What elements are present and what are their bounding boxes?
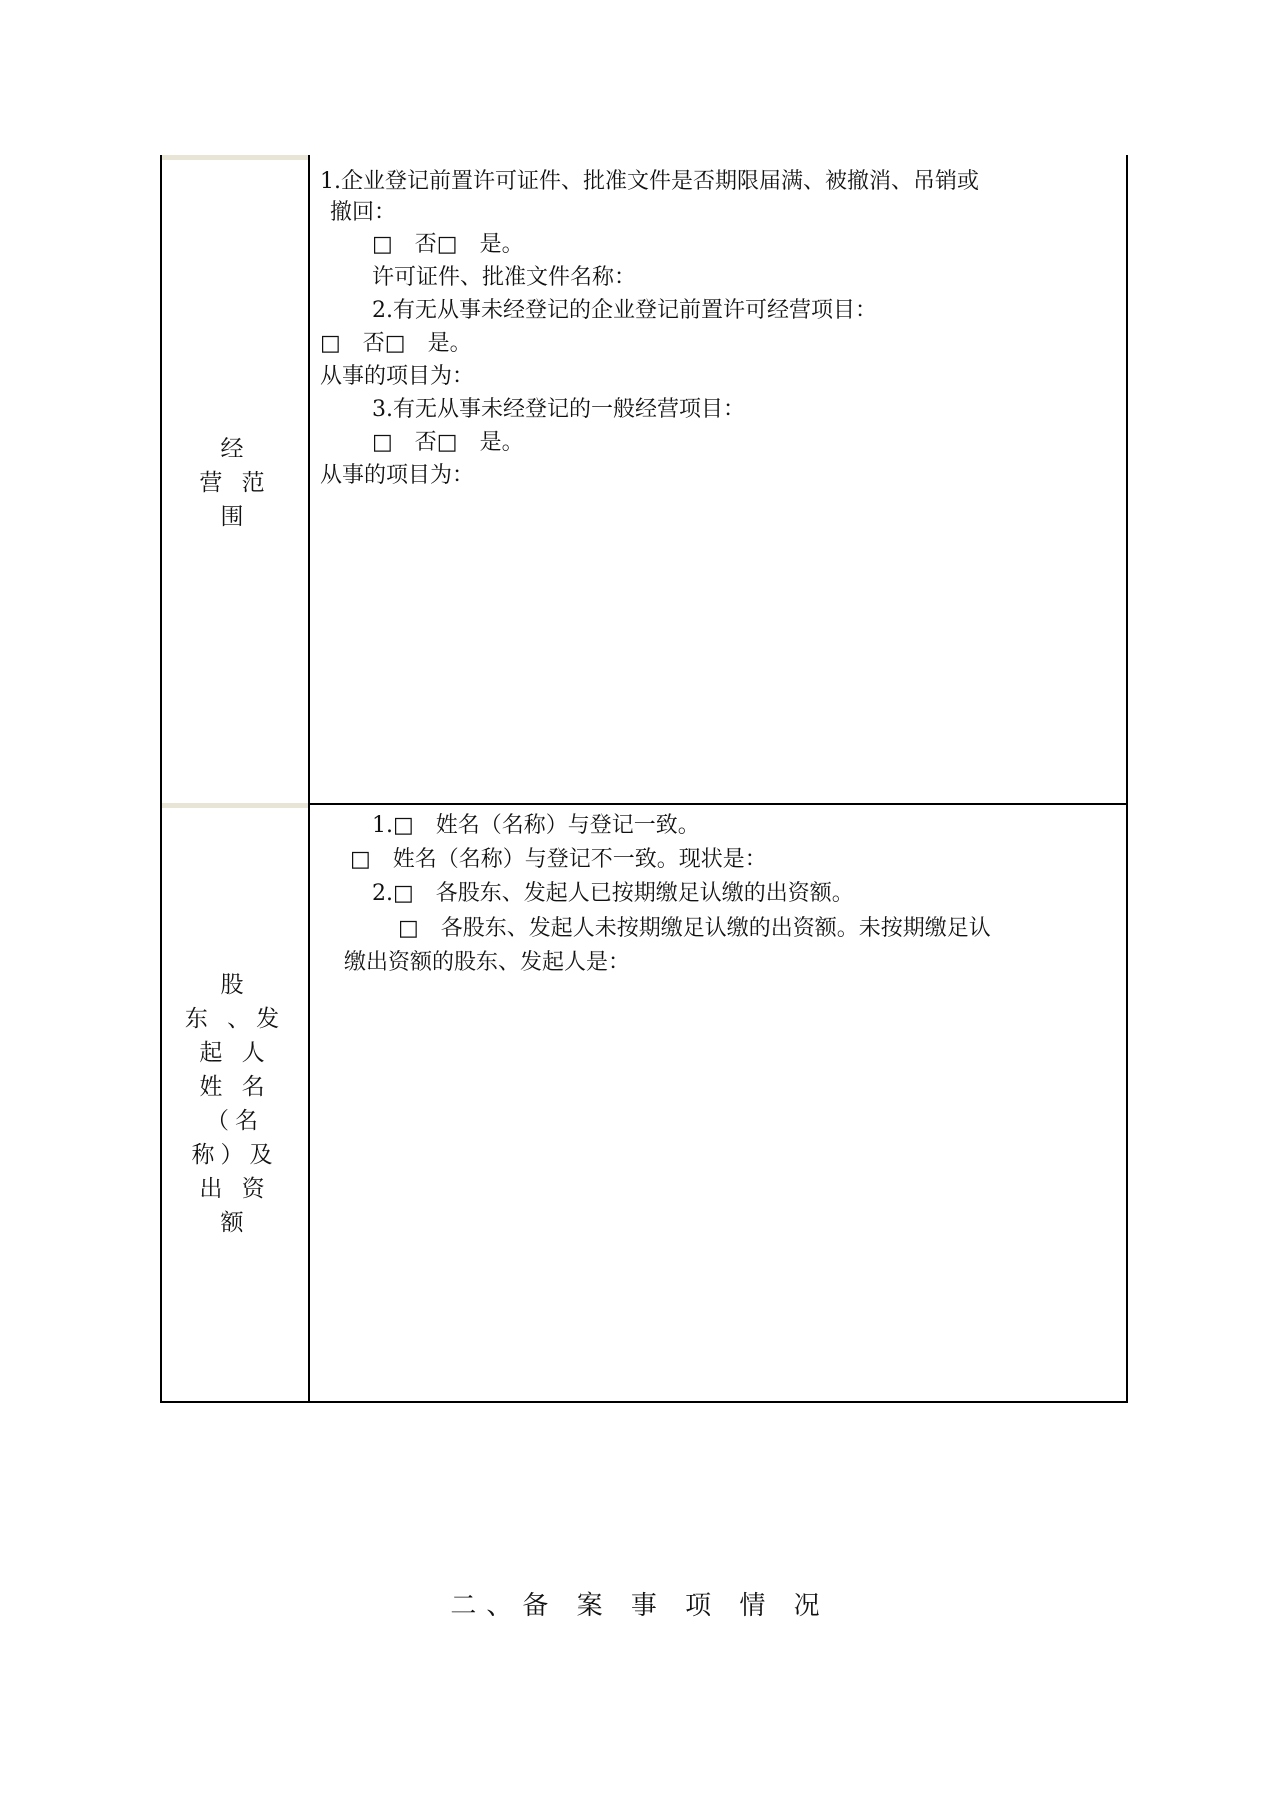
header-shade: [162, 155, 308, 160]
item-2-question: 2.有无从事未经登记的企业登记前置许可经营项目：: [372, 298, 877, 323]
paid-in-full-option[interactable]: 2.□ 各股东、发起人已按期缴足认缴的出资额。: [372, 881, 854, 906]
item-1-question: 1.企业登记前置许可证件、批准文件是否期限届满、被撤消、吊销或: [320, 169, 979, 194]
item-2-projects-label: 从事的项目为：: [320, 364, 475, 389]
license-name-label: 许可证件、批准文件名称：: [372, 265, 637, 290]
item-1-options[interactable]: □ 否□ 是。: [372, 232, 524, 257]
business-scope-row: [162, 155, 1126, 805]
shareholders-row: [162, 803, 1126, 1401]
not-paid-option-cont: 缴出资额的股东、发起人是：: [344, 950, 631, 975]
business-scope-content: [310, 155, 1126, 803]
shareholders-label-cell: [162, 803, 310, 1401]
item-3-options[interactable]: □ 否□ 是。: [372, 430, 524, 455]
shareholders-content: [310, 803, 1126, 1401]
section-title: 二、备 案 事 项 情 况: [450, 1591, 830, 1621]
item-2-options[interactable]: □ 否□ 是。: [320, 331, 472, 356]
header-shade: [162, 803, 308, 808]
item-1-question-cont: 撤回：: [330, 200, 397, 225]
business-scope-label-cell: [162, 155, 310, 803]
name-inconsistent-option[interactable]: □ 姓名（名称）与登记不一致。现状是：: [350, 847, 767, 872]
record-table: [160, 155, 1128, 1403]
item-3-question: 3.有无从事未经登记的一般经营项目：: [372, 397, 745, 422]
shareholders-label: 股 东 、发 起 人 姓 名 （名 称）及 出 资 额: [184, 972, 286, 1236]
not-paid-option[interactable]: □ 各股东、发起人未按期缴足认缴的出资额。未按期缴足认: [398, 916, 991, 941]
item-3-projects-label: 从事的项目为：: [320, 463, 475, 488]
name-consistent-option[interactable]: 1.□ 姓名（名称）与登记一致。: [372, 813, 700, 838]
business-scope-label: 经 营 范 围: [199, 436, 271, 530]
